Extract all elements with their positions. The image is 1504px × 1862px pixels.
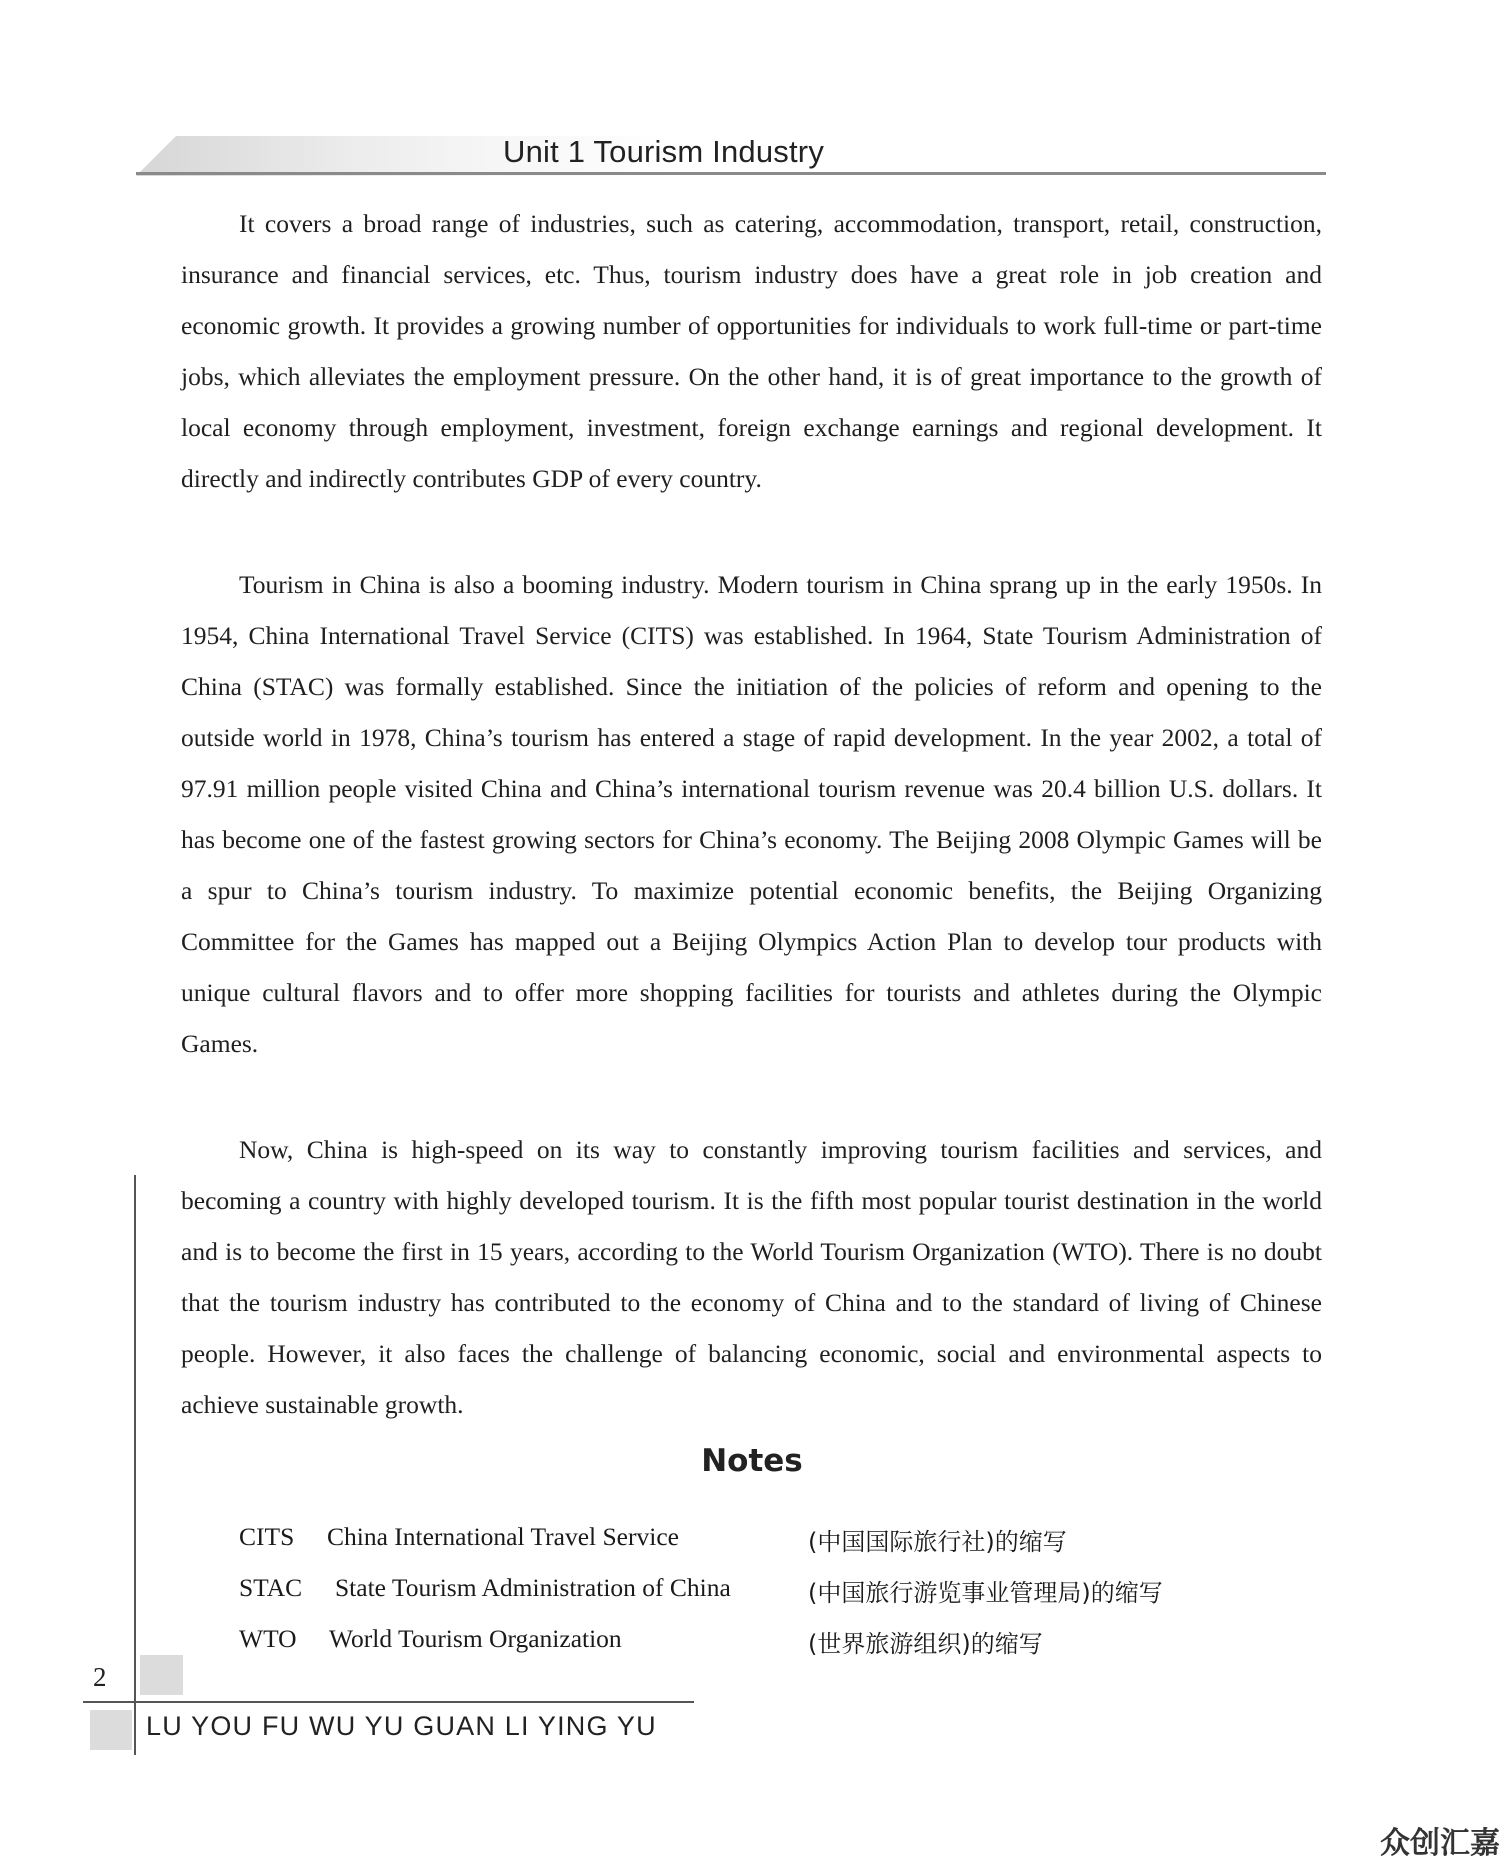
margin-vertical-rule (134, 1175, 136, 1755)
note-chinese-translation: (中国旅行游览事业管理局)的缩写 (808, 1579, 1163, 1607)
note-chinese-translation: (世界旅游组织)的缩写 (808, 1630, 1043, 1658)
page-number: 2 (93, 1662, 107, 1692)
footer-book-title: LU YOU FU WU YU GUAN LI YING YU (146, 1711, 657, 1741)
note-full-name: China International Travel Service (327, 1522, 679, 1551)
note-abbreviation: WTO (239, 1624, 297, 1653)
note-full-name: World Tourism Organization (329, 1624, 622, 1653)
header-rule (136, 172, 1326, 175)
note-full-name: State Tourism Administration of China (335, 1573, 731, 1602)
footer-rule (83, 1701, 694, 1703)
footer-decor-square (140, 1655, 183, 1695)
paragraph-1: It covers a broad range of industries, such as catering, accommodation, transport, retail, construction, insurance and financial services, etc. Thus, tourism industry does have a great role in job creation and economic growth. It provides a growing number of opportunities for individuals to work full-time or part-time jobs, which alleviates the employment pressure. On the other hand, it is of great importance to the growth of local economy through employment, investment, foreign exchange earnings and regional development. It directly and indirectly contributes GDP of every country. (181, 209, 1322, 493)
notes-heading: Notes (701, 1443, 803, 1479)
note-chinese-translation: (中国国际旅行社)的缩写 (808, 1528, 1067, 1556)
note-abbreviation: CITS (239, 1522, 295, 1551)
watermark-logo: 众创汇嘉 (1380, 1826, 1500, 1861)
paragraph-3: Now, China is high-speed on its way to constantly improving tourism facilities and services, and becoming a country with highly developed tourism. It is the fifth most popular tourist destination in the world and is to become the first in 15 years, according to the World Tourism Organization (WTO). There is no doubt that the tourism industry has contributed to the economy of China and to the standard of living of Chinese people. However, it also faces the challenge of balancing economic, social and environmental aspects to achieve sustainable growth. (181, 1135, 1322, 1419)
footer-decor-square (90, 1710, 132, 1750)
paragraph-2: Tourism in China is also a booming industry. Modern tourism in China sprang up in the early 1950s. In 1954, China International Travel Service (CITS) was established. In 1964, State Tourism Administration of China (STAC) was formally established. Since the initiation of the policies of reform and opening to the outside world in 1978, China’s tourism has entered a stage of rapid development. In the year 2002, a total of 97.91 million people visited China and China’s international tourism revenue was 20.4 billion U.S. dollars. It has become one of the fastest growing sectors for China’s economy. The Beijing 2008 Olympic Games will be a spur to China’s tourism industry. To maximize potential economic benefits, the Beijing Organizing Committee for the Games has mapped out a Beijing Olympics Action Plan to develop tour products with unique cultural flavors and to offer more shopping facilities for tourists and athletes during the Olympic Games. (181, 570, 1322, 1058)
note-abbreviation: STAC (239, 1573, 303, 1602)
page-header-title: Unit 1 Tourism Industry (503, 134, 825, 169)
